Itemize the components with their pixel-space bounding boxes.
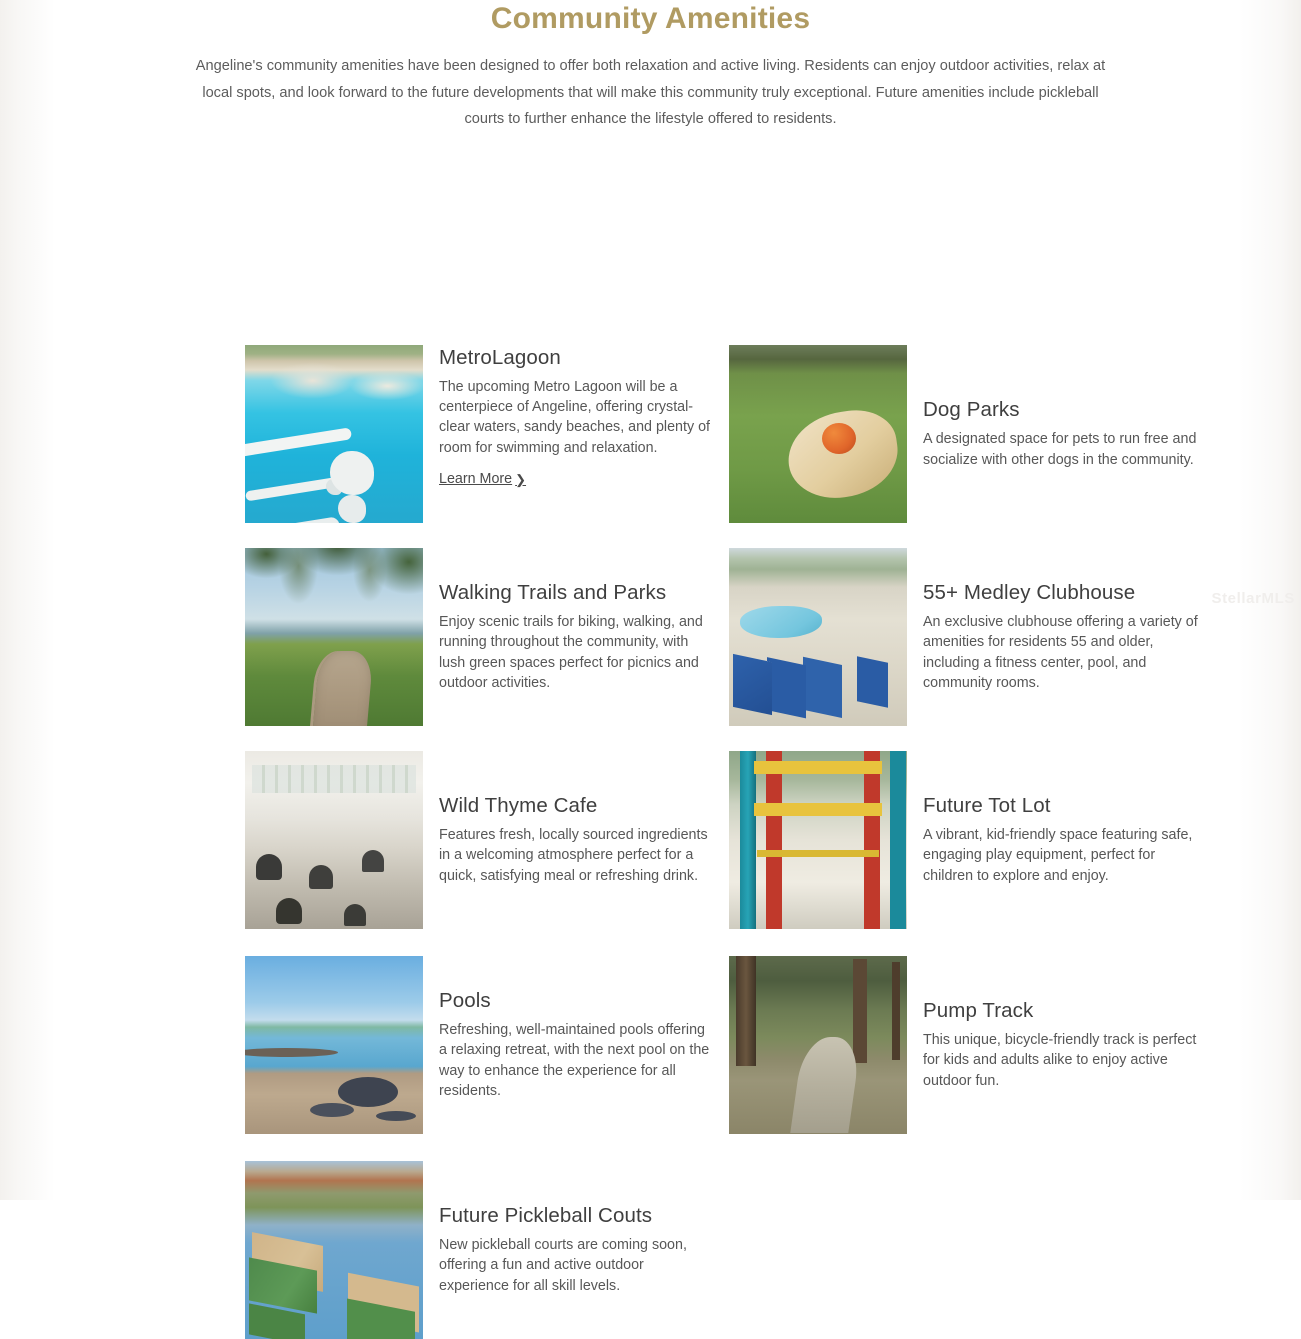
- page-title: Community Amenities: [490, 2, 811, 35]
- amenity-card-wild-thyme-cafe: [245, 751, 715, 929]
- amenity-text-metrolagoon: [423, 345, 715, 489]
- amenity-card-future-pickleball-courts: [245, 1161, 715, 1339]
- amenity-image-medley-clubhouse: [729, 548, 907, 726]
- amenity-card-future-tot-lot: [729, 751, 1199, 929]
- amenity-image-wild-thyme-cafe: [245, 751, 423, 929]
- amenity-image-dog-parks: [729, 345, 907, 523]
- amenity-title: Future Pickleball Couts: [439, 1203, 653, 1227]
- amenity-description: An exclusive clubhouse offering a variety of amenities for residents 55 and older, including a fitness center, pool, and community rooms.: [923, 613, 1198, 691]
- amenity-image-pump-track: [729, 956, 907, 1134]
- learn-more-label: Learn More: [439, 471, 513, 488]
- amenity-title: MetroLagoon: [439, 345, 561, 369]
- learn-more-link[interactable]: [439, 471, 526, 487]
- intro-paragraph: Angeline's community amenities have been designed to offer both relaxation and active living. Residents can enjoy outdoor activities, relax at local spots, and look forward to the future developments that will make this community truly exceptional. Future amenities include pickleball courts to further enhance the lifestyle offered to residents.: [195, 58, 1106, 127]
- amenity-title: Wild Thyme Cafe: [439, 793, 598, 817]
- amenity-card-medley-clubhouse: [729, 548, 1199, 726]
- amenity-card-dog-parks: [729, 345, 1199, 523]
- amenity-image-future-pickleball-courts: [245, 1161, 423, 1339]
- amenity-title: 55+ Medley Clubhouse: [923, 580, 1136, 604]
- amenity-image-metrolagoon: [245, 345, 423, 523]
- stellar-mls-watermark: StellarMLS: [1211, 590, 1295, 607]
- amenity-text-wild-thyme-cafe: [423, 793, 715, 886]
- amenity-title: Pools: [439, 988, 491, 1012]
- amenity-text-pools: [423, 988, 715, 1102]
- amenity-title: Future Tot Lot: [923, 793, 1051, 817]
- amenity-title: Walking Trails and Parks: [439, 580, 667, 604]
- amenity-image-future-tot-lot: [729, 751, 907, 929]
- amenity-card-pump-track: [729, 956, 1199, 1134]
- amenity-text-walking-trails: [423, 580, 715, 694]
- amenity-image-pools: [245, 956, 423, 1134]
- amenity-description: New pickleball courts are coming soon, offering a fun and active outdoor experience for all skill levels.: [439, 1236, 687, 1294]
- amenity-description: A designated space for pets to run free and socialize with other dogs in the community.: [923, 431, 1197, 468]
- amenity-description: Features fresh, locally sourced ingredients in a welcoming atmosphere perfect for a quick, satisfying meal or refreshing drink.: [439, 826, 708, 884]
- amenity-title: Dog Parks: [923, 398, 1020, 422]
- amenity-text-pump-track: [907, 998, 1199, 1091]
- amenity-text-future-tot-lot: [907, 793, 1199, 886]
- amenity-description: The upcoming Metro Lagoon will be a centerpiece of Angeline, offering crystal-clear waters, sandy beaches, and plenty of room for swimming and relaxation.: [439, 378, 711, 456]
- amenity-image-walking-trails: [245, 548, 423, 726]
- amenity-card-pools: [245, 956, 715, 1134]
- amenity-title: Pump Track: [923, 998, 1034, 1022]
- amenity-card-walking-trails: [245, 548, 715, 726]
- amenity-text-medley-clubhouse: [907, 580, 1199, 694]
- chevron-right-icon: ❯: [515, 471, 527, 487]
- amenity-description: Refreshing, well-maintained pools offering a relaxing retreat, with the next pool on the way to enhance the experience for all residents.: [439, 1021, 710, 1099]
- amenity-description: A vibrant, kid-friendly space featuring safe, engaging play equipment, perfect for children to explore and enjoy.: [923, 826, 1193, 884]
- amenity-description: Enjoy scenic trails for biking, walking, and running throughout the community, with lush green spaces perfect for picnics and outdoor activities.: [439, 613, 703, 691]
- amenity-text-dog-parks: [907, 397, 1199, 470]
- amenity-description: This unique, bicycle-friendly track is perfect for kids and adults alike to enjoy active outdoor fun.: [923, 1031, 1197, 1089]
- amenity-text-future-pickleball-courts: [423, 1203, 715, 1296]
- amenity-card-metrolagoon: [245, 345, 715, 523]
